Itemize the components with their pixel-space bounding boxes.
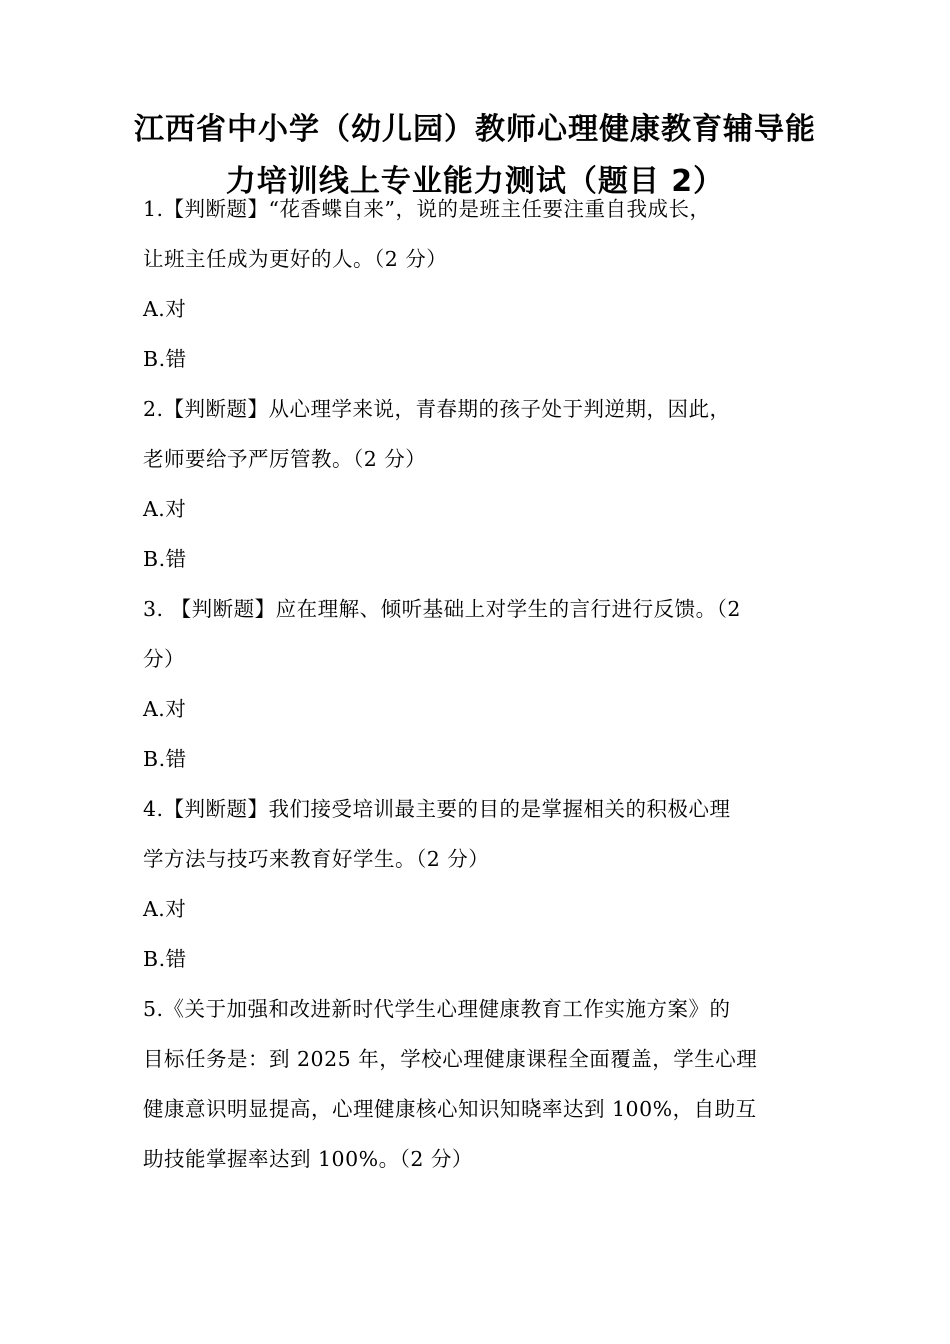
question-5-text-line-4: 助技能掌握率达到 100%。（2 分） — [143, 1147, 473, 1171]
question-2-option-a: A.对 — [143, 497, 187, 521]
question-4-option-a: A.对 — [143, 897, 187, 921]
question-5-text-line-1: 5.《关于加强和改进新时代学生心理健康教育工作实施方案》的 — [143, 997, 731, 1021]
question-5-text-line-3: 健康意识明显提高，心理健康核心知识知晓率达到 100%，自助互 — [143, 1097, 757, 1121]
question-3-option-b: B.错 — [143, 747, 187, 771]
question-4-text-line-2: 学方法与技巧来教育好学生。（2 分） — [143, 847, 490, 871]
question-1-text-line-1: 1.【判断题】“花香蝶自来”，说的是班主任要注重自我成长， — [143, 197, 711, 221]
question-4-text-line-1: 4.【判断题】我们接受培训最主要的目的是掌握相关的积极心理 — [143, 797, 731, 821]
question-3-text-line-1: 3. 【判断题】应在理解、倾听基础上对学生的言行进行反馈。（2 — [143, 597, 741, 621]
question-1-option-a: A.对 — [143, 297, 187, 321]
question-4-option-b: B.错 — [143, 947, 187, 971]
question-2-text-line-2: 老师要给予严厉管教。（2 分） — [143, 447, 427, 471]
document-title-line-2: 力培训线上专业能力测试（题目 2） — [225, 164, 725, 199]
question-2-option-b: B.错 — [143, 547, 187, 571]
question-3-text-line-2: 分） — [143, 647, 185, 671]
question-1-option-b: B.错 — [143, 347, 187, 371]
question-1-text-line-2: 让班主任成为更好的人。（2 分） — [143, 247, 448, 271]
document-title-line-1: 江西省中小学（幼儿园）教师心理健康教育辅导能 — [134, 112, 816, 147]
question-2-text-line-1: 2.【判断题】从心理学来说，青春期的孩子处于判逆期，因此， — [143, 397, 731, 421]
question-5-text-line-2: 目标任务是：到 2025 年，学校心理健康课程全面覆盖，学生心理 — [143, 1047, 758, 1071]
question-3-option-a: A.对 — [143, 697, 187, 721]
